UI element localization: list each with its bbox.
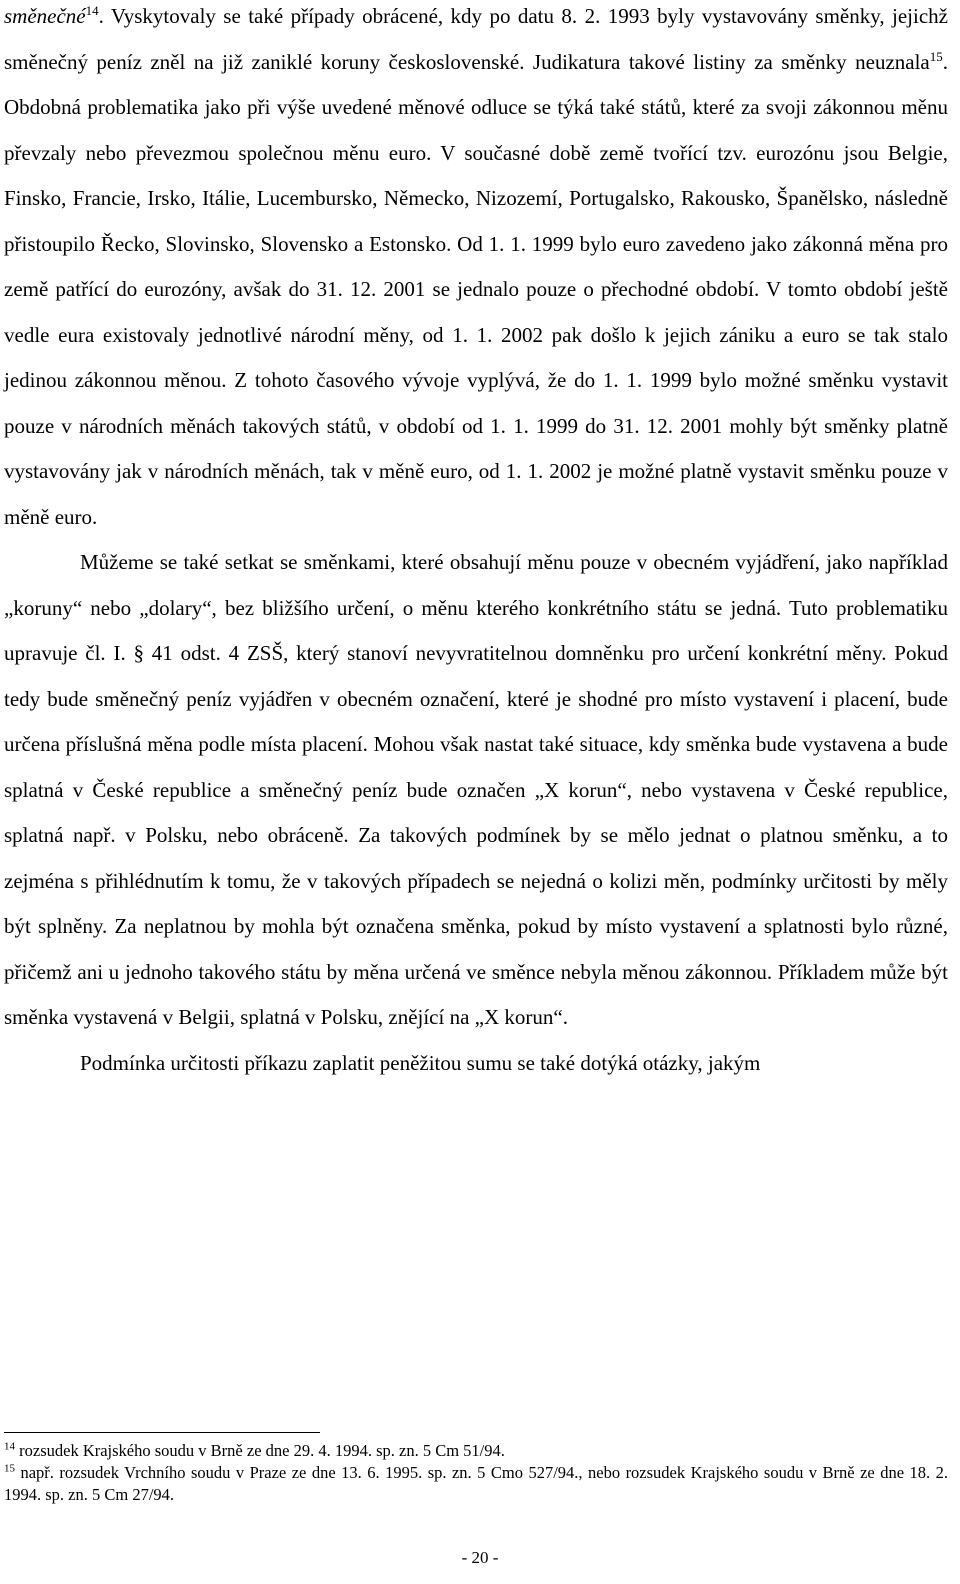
footnote-text: např. rozsudek Vrchního soudu v Praze ze dne 13. 6. 1995. sp. zn. 5 Cmo 527/94., nebo rozsudek Krajského soudu v Brně ze dne 18. 2. 1994. sp. zn. 5 Cm 27/94. xyxy=(4,1463,948,1504)
paragraph-3: Podmínka určitosti příkazu zaplatit peněžitou sumu se také dotýká otázky, jakým xyxy=(80,1050,761,1075)
footnotes xyxy=(4,1440,948,1506)
footnote-ref-14: 14 xyxy=(85,3,99,18)
p1-end: . Obdobná problematika jako při výše uvedené měnové odluce se týká také států, které za svoji zákonnou měnu převzaly nebo převezmou společnou měnu euro. V současné době země tvořící tzv. eurozónu jsou Belgie, Finsko, Francie, Irsko, Itálie, Lucembursko, Německo, Nizozemí, Portugalsko, Rakousko, Španělsko, následně přistoupilo Řecko, Slovinsko, Slovensko a Estonsko. Od 1. 1. 1999 bylo euro zavedeno jako zákonná měna pro země patřící do eurozóny, avšak do 31. 12. 2001 se jednalo pouze o přechodné období. V tomto období ještě vedle eura existovaly jednotlivé národní měny, od 1. 1. 2002 pak došlo k jejich zániku a euro se tak stalo jedinou zákonnou měnou. Z tohoto časového vývoje vyplývá, že do 1. 1. 1999 bylo možné směnku vystavit pouze v národních měnách takových států, v období od 1. 1. 1999 do 31. 12. 2001 mohly být směnky platně vystavovány jak v národních měnách, tak v měně euro, od 1. 1. 2002 je možné platně vystavit směnku pouze v měně euro. xyxy=(4,49,948,529)
p1-mid: . Vyskytovaly se také případy obrácené, kdy po datu 8. 2. 1993 byly vystavovány směnky, jejichž směnečný peníz zněl na již zaniklé koruny československé. Judikatura takové listiny za směnky neuznala xyxy=(4,4,948,74)
footnote-number: 15 xyxy=(4,1462,15,1475)
footnote-text: rozsudek Krajského soudu v Brně ze dne 29. 4. 1994. sp. zn. 5 Cm 51/94. xyxy=(15,1441,505,1460)
footnote-14 xyxy=(4,1440,948,1462)
p1-start: směnečné xyxy=(4,4,86,28)
paragraph-1 xyxy=(4,0,948,540)
page-number: - 20 - xyxy=(461,1548,499,1567)
paragraph-2: Můžeme se také setkat se směnkami, které obsahují měnu pouze v obecném vyjádření, jako například „koruny“ nebo „dolary“, bez bližšího určení, o měnu kterého konkrétního státu se jedná. Tuto problematiku upravuje čl. I. § 41 odst. 4 ZSŠ, který stanoví nevyvratitelnou domněnku pro určení konkrétní měny. Pokud tedy bude směnečný peníz vyjádřen v obecném označení, které je shodné pro místo vystavení i placení, bude určena příslušná měna podle místa placení. Mohou však nastat také situace, kdy směnka bude vystavena a bude splatná v České republice a směnečný peníz bude označen „X korun“, nebo vystavena v České republice, splatná např. v Polsku, nebo obráceně. Za takových podmínek by se mělo jednat o platnou směnku, a to zejména s přihlédnutím k tomu, že v takových případech se nejedná o kolizi měn, podmínky určitosti by měly být splněny. Za neplatnou by mohla být označena směnka, pokud by místo vystavení a splatnosti bylo různé, přičemž ani u jednoho takového státu by měna určená ve směnce nebyla měnou zákonnou. Příkladem může být směnka vystavená v Belgii, splatná v Polsku, znějící na „X korun“. xyxy=(4,550,948,1029)
footnote-ref-15: 15 xyxy=(929,48,943,64)
footnote-15 xyxy=(4,1462,948,1506)
footnote-divider xyxy=(4,1432,320,1433)
body-text xyxy=(4,0,948,1086)
document-page xyxy=(4,0,948,1086)
footnote-number: 14 xyxy=(4,1440,15,1453)
